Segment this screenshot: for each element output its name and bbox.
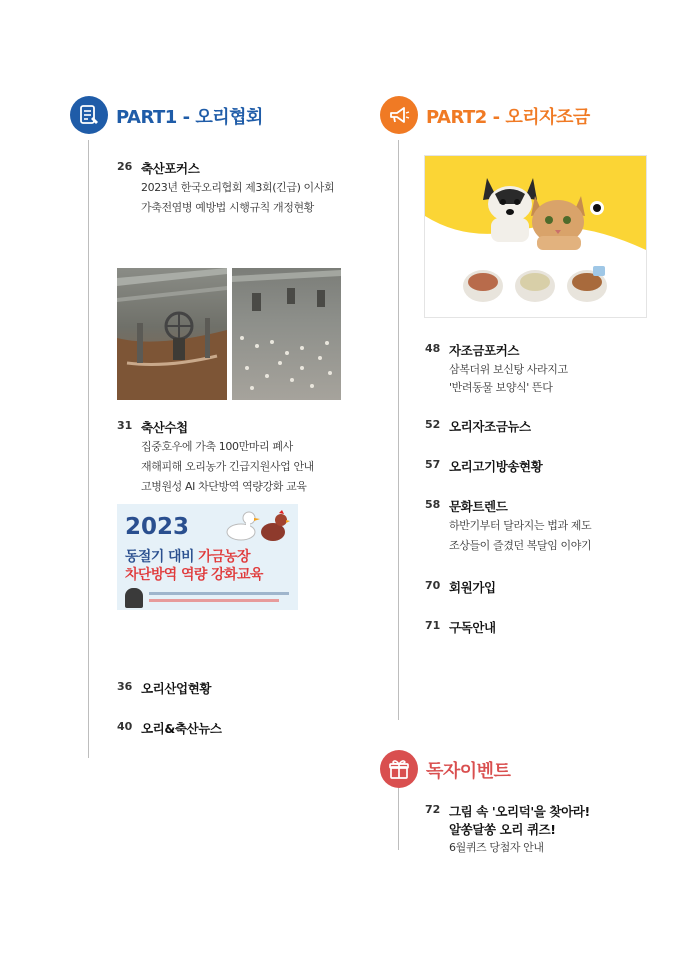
event-header-icon (380, 750, 418, 788)
entry-heading: 오리자조금뉴스 (449, 419, 531, 434)
page-number: 26 (117, 160, 133, 173)
pet-food-photo (424, 155, 647, 318)
flooded-barn-photo-2 (232, 268, 341, 400)
document-list-icon (78, 104, 100, 126)
entry-heading: 축산포커스 (141, 161, 200, 176)
page-number: 71 (425, 619, 441, 632)
entry-heading: 구독안내 (449, 620, 496, 635)
entry-heading: 자조금포커스 (449, 343, 520, 358)
toc-entry-40[interactable] (117, 719, 377, 737)
entry-heading: 회원가입 (449, 580, 496, 595)
toc-entry-48[interactable] (425, 341, 665, 401)
event-title: 독자이벤트 (426, 761, 511, 782)
toc-entry-58[interactable] (425, 497, 665, 557)
page-number: 52 (425, 418, 441, 431)
banner-year: 2023 (125, 514, 190, 540)
banner-line-1: 동절기 대비 가금농장 (125, 549, 250, 565)
chicken-illustration (257, 510, 291, 544)
entry-heading: 알쏭달쏭 오리 퀴즈! (449, 822, 556, 837)
entry-line: 재해피해 오리농가 긴급지원사업 안내 (141, 460, 314, 473)
entry-line: 조상들이 즐겼던 복달임 이야기 (449, 539, 592, 552)
entry-heading: 축산수첩 (141, 420, 188, 435)
entry-heading: 그림 속 '오리덕'을 찾아라! (449, 804, 590, 819)
event-divider-line (398, 788, 399, 850)
toc-entry-36[interactable] (117, 679, 377, 697)
page-number: 31 (117, 419, 133, 432)
entry-line: 가축전염병 예방법 시행규칙 개정현황 (141, 201, 314, 214)
page-number: 40 (117, 720, 133, 733)
biosecurity-training-banner (117, 504, 298, 610)
toc-entry-72[interactable] (425, 802, 665, 858)
part1-title: PART1 - 오리협회 (116, 107, 263, 128)
banner-line-2: 차단방역 역량 강화교육 (125, 567, 263, 583)
entry-heading: 오리고기방송현황 (449, 459, 543, 474)
toc-entry-26[interactable] (117, 159, 377, 219)
toc-entry-57[interactable] (425, 457, 665, 475)
part2-title: PART2 - 오리자조금 (426, 107, 590, 128)
toc-entry-31[interactable] (117, 418, 377, 498)
entry-line: 하반기부터 달라지는 법과 제도 (449, 519, 592, 532)
page-number: 70 (425, 579, 441, 592)
page-number: 48 (425, 342, 441, 355)
food-bowl-1 (463, 270, 503, 302)
page-number: 72 (425, 803, 441, 816)
flooded-barn-photo-1 (117, 268, 227, 400)
part1-header-icon (70, 96, 108, 134)
food-bowl-3 (567, 266, 607, 302)
entry-line: 2023년 한국오리협회 제3회(긴급) 이사회 (141, 181, 335, 194)
duck-illustration (221, 506, 261, 542)
page-number: 57 (425, 458, 441, 471)
speaker-portrait (125, 588, 143, 608)
page-number: 58 (425, 498, 441, 511)
food-bowl-2 (515, 270, 555, 302)
toc-entry-70[interactable] (425, 578, 665, 596)
part1-divider-line (88, 140, 89, 758)
toc-entry-52[interactable] (425, 417, 665, 435)
part2-header-icon (380, 96, 418, 134)
entry-line: '반려동물 보양식' 뜬다 (449, 381, 553, 394)
megaphone-icon (388, 104, 410, 126)
entry-line: 삼복더위 보신탕 사라지고 (449, 363, 568, 376)
entry-line: 고병원성 AI 차단방역 역량강화 교육 (141, 480, 307, 493)
entry-heading: 오리&축산뉴스 (141, 721, 222, 736)
gift-icon (388, 758, 410, 780)
page-number: 36 (117, 680, 133, 693)
entry-heading: 오리산업현황 (141, 681, 212, 696)
entry-line: 집중호우에 가축 100만마리 폐사 (141, 440, 293, 453)
banner-fine-print (149, 599, 279, 602)
entry-heading: 문화트렌드 (449, 499, 508, 514)
entry-line: 6월퀴즈 당첨자 안내 (449, 841, 544, 854)
part2-divider-line (398, 140, 399, 720)
banner-fine-print (149, 592, 289, 595)
toc-entry-71[interactable] (425, 618, 665, 636)
